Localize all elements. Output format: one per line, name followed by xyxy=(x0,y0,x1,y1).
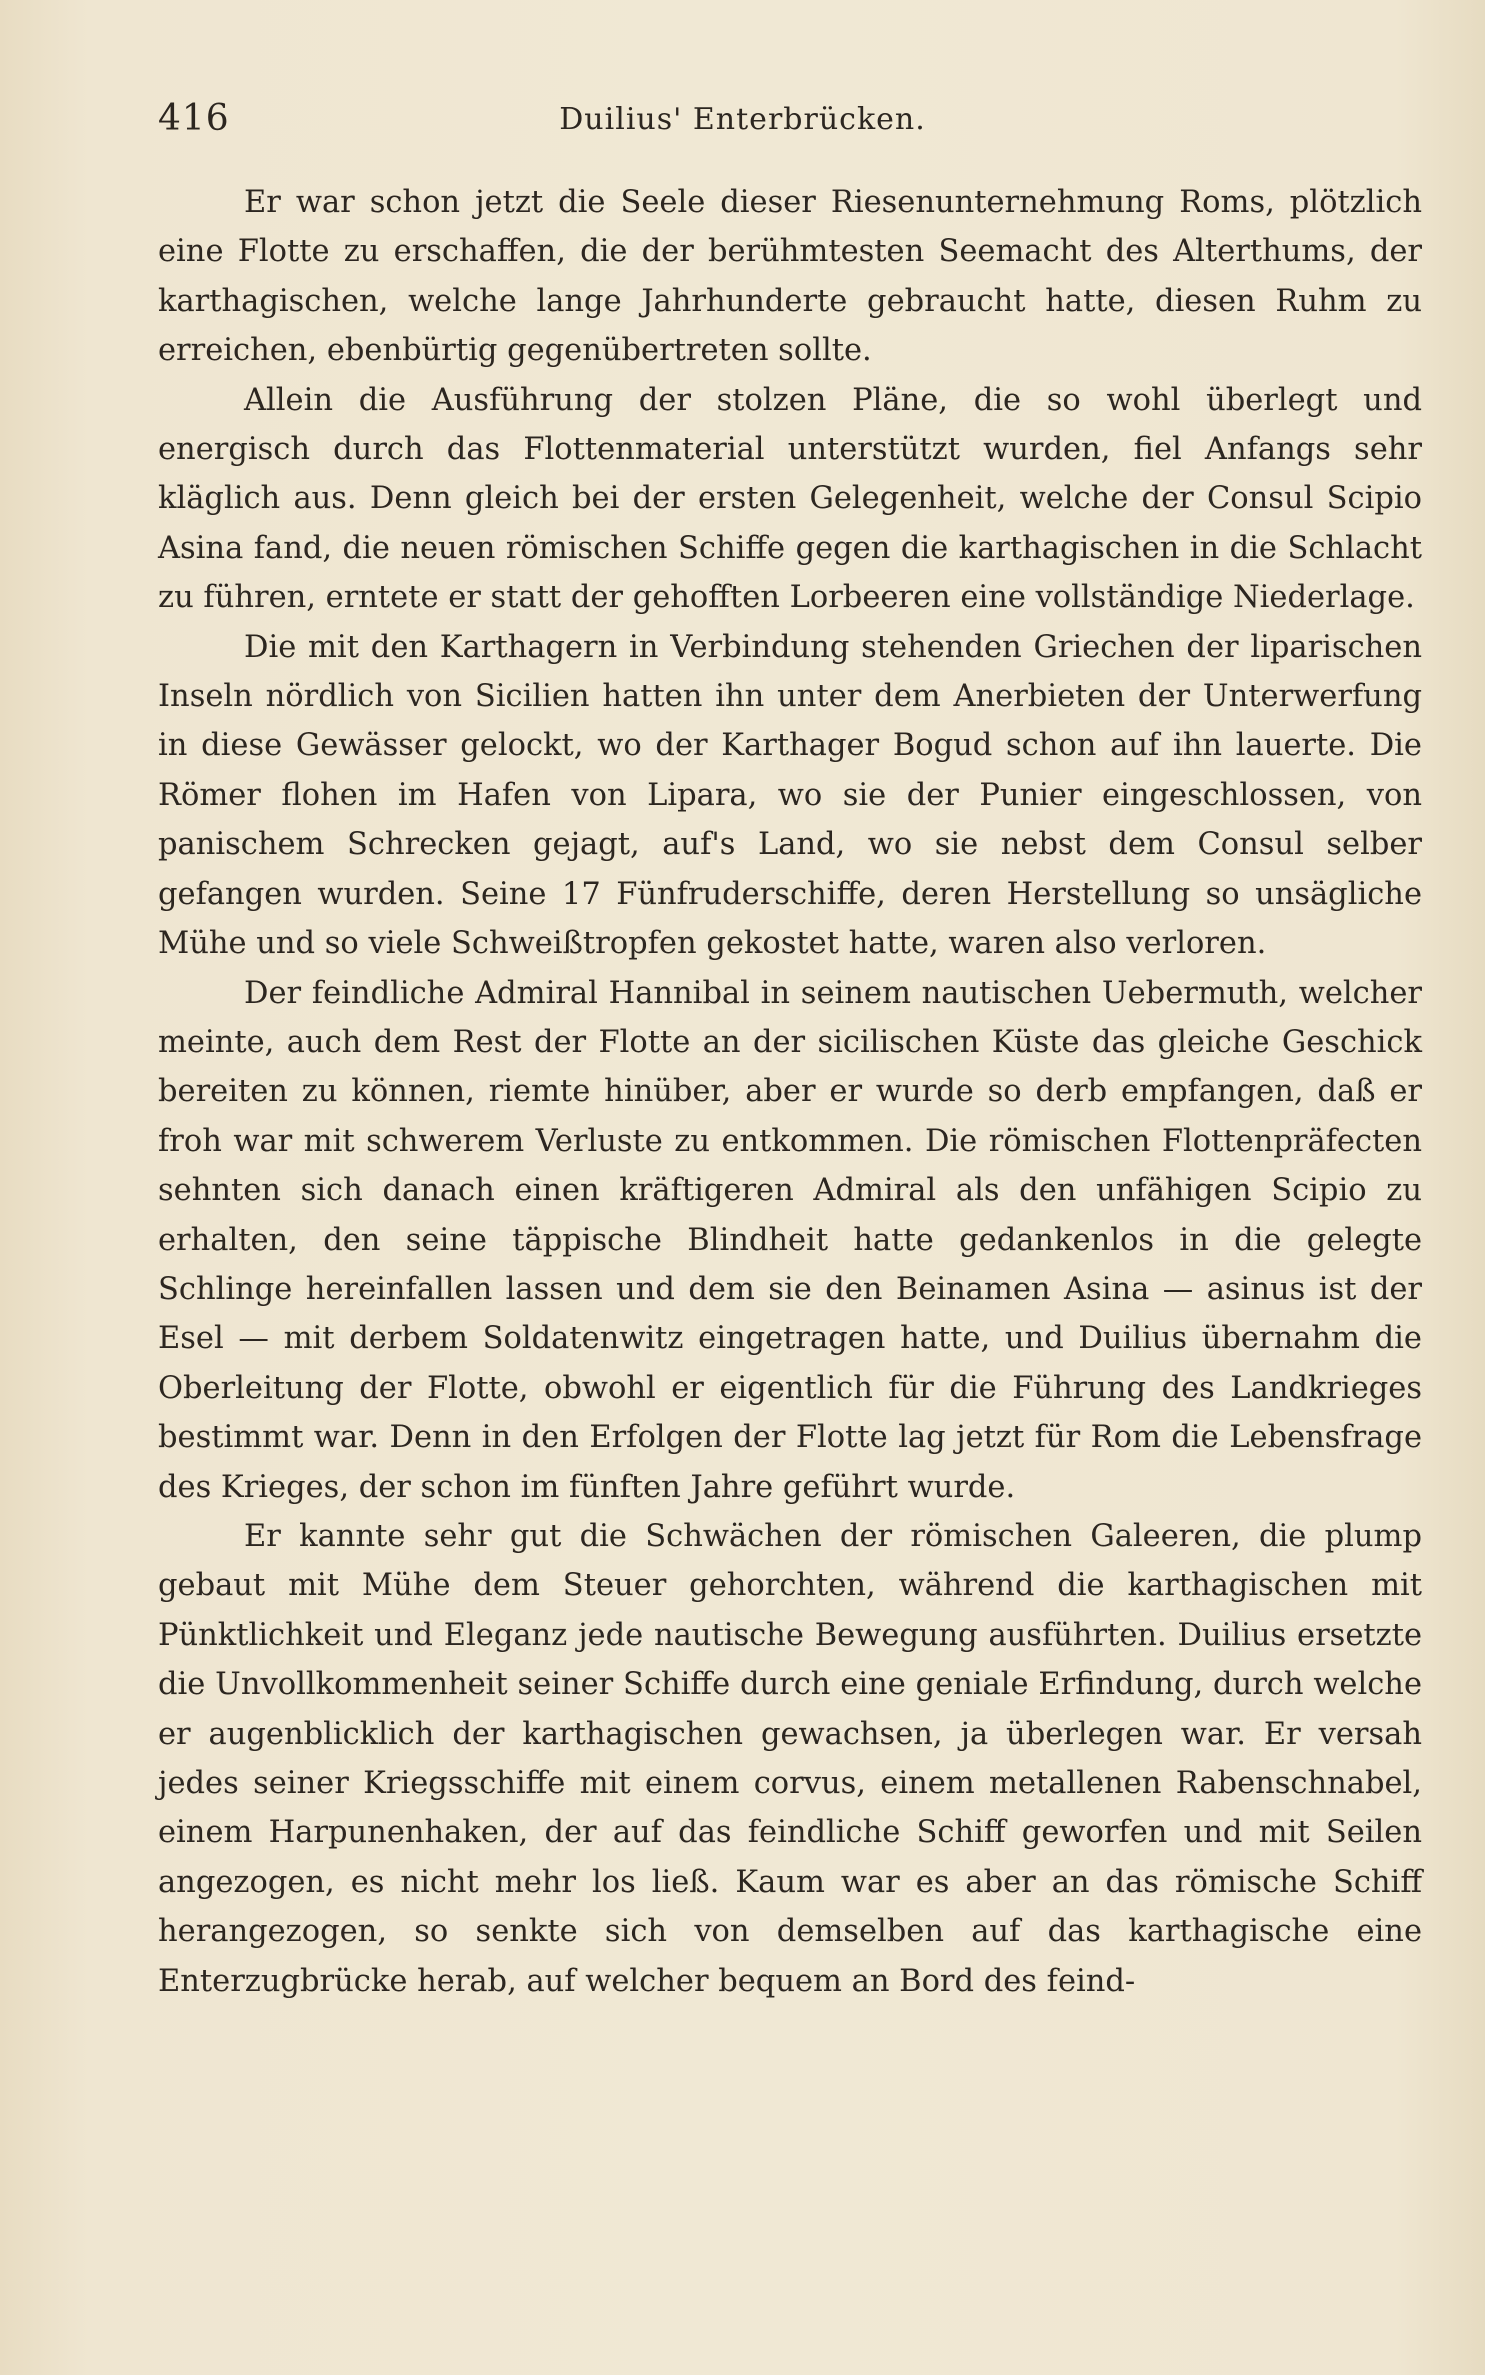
page-number: 416 xyxy=(158,98,230,139)
running-head xyxy=(158,98,1327,148)
paragraph: Er kannte sehr gut die Schwächen der römischen Galeeren, die plump gebaut mit Mühe dem Steuer gehorchten, während die karthagischen mit Pünktlichkeit und Eleganz jede nautische Bewegung ausführten. Duilius ersetzte die Unvollkommenheit seiner Schiffe durch eine geniale Erfindung, durch welche er augenblicklich der karthagischen gewachsen, ja überlegen war. Er versah jedes seiner Kriegsschiffe mit einem corvus, einem metallenen Rabenschnabel, einem Harpunenhaken, der auf das feindliche Schiff geworfen und mit Seilen angezogen, es nicht mehr los ließ. Kaum war es aber an das römische Schiff herangezogen, so senkte sich von demselben auf das karthagische eine Enterzugbrücke herab, auf welcher bequem an Bord des feind- xyxy=(158,1518,1422,1999)
body-text xyxy=(158,178,1422,2006)
paragraph: Er war schon jetzt die Seele dieser Riesenunternehmung Roms, plötzlich eine Flotte zu erschaffen, die der berühmtesten Seemacht des Alterthums, der karthagischen, welche lange Jahrhunderte gebraucht hatte, diesen Ruhm zu erreichen, ebenbürtig gegenübertreten sollte. xyxy=(158,185,1422,369)
paragraph: Die mit den Karthagern in Verbindung stehenden Griechen der liparischen Inseln nördlich von Sicilien hatten ihn unter dem Anerbieten der Unterwerfung in diese Gewässer gelockt, wo der Karthager Bogud schon auf ihn lauerte. Die Römer flohen im Hafen von Lipara, wo sie der Punier eingeschlossen, von panischem Schrecken gejagt, auf's Land, wo sie nebst dem Consul selber gefangen wurden. Seine 17 Fünfruderschiffe, deren Herstellung so unsägliche Mühe und so viele Schweißtropfen gekostet hatte, waren also verloren. xyxy=(158,629,1422,962)
running-title: Duilius' Enterbrücken. xyxy=(559,102,926,137)
paragraph: Allein die Ausführung der stolzen Pläne, die so wohl überlegt und energisch durch das Flottenmaterial unterstützt wurden, fiel Anfangs sehr kläglich aus. Denn gleich bei der ersten Gelegenheit, welche der Consul Scipio Asina fand, die neuen römischen Schiffe gegen die karthagischen in die Schlacht zu führen, erntete er statt der gehofften Lorbeeren eine vollständige Niederlage. xyxy=(158,382,1422,616)
paragraph: Der feindliche Admiral Hannibal in seinem nautischen Uebermuth, welcher meinte, auch dem Rest der Flotte an der sicilischen Küste das gleiche Geschick bereiten zu können, riemte hinüber, aber er wurde so derb empfangen, daß er froh war mit schwerem Verluste zu entkommen. Die römischen Flottenpräfecten sehnten sich danach einen kräftigeren Admiral als den unfähigen Scipio zu erhalten, den seine täppische Blindheit hatte gedankenlos in die gelegte Schlinge hereinfallen lassen und dem sie den Beinamen Asina — asinus ist der Esel — mit derbem Soldatenwitz eingetragen hatte, und Duilius übernahm die Oberleitung der Flotte, obwohl er eigentlich für die Führung des Landkrieges bestimmt war. Denn in den Erfolgen der Flotte lag jetzt für Rom die Lebensfrage des Krieges, der schon im fünften Jahre geführt wurde. xyxy=(158,975,1422,1505)
